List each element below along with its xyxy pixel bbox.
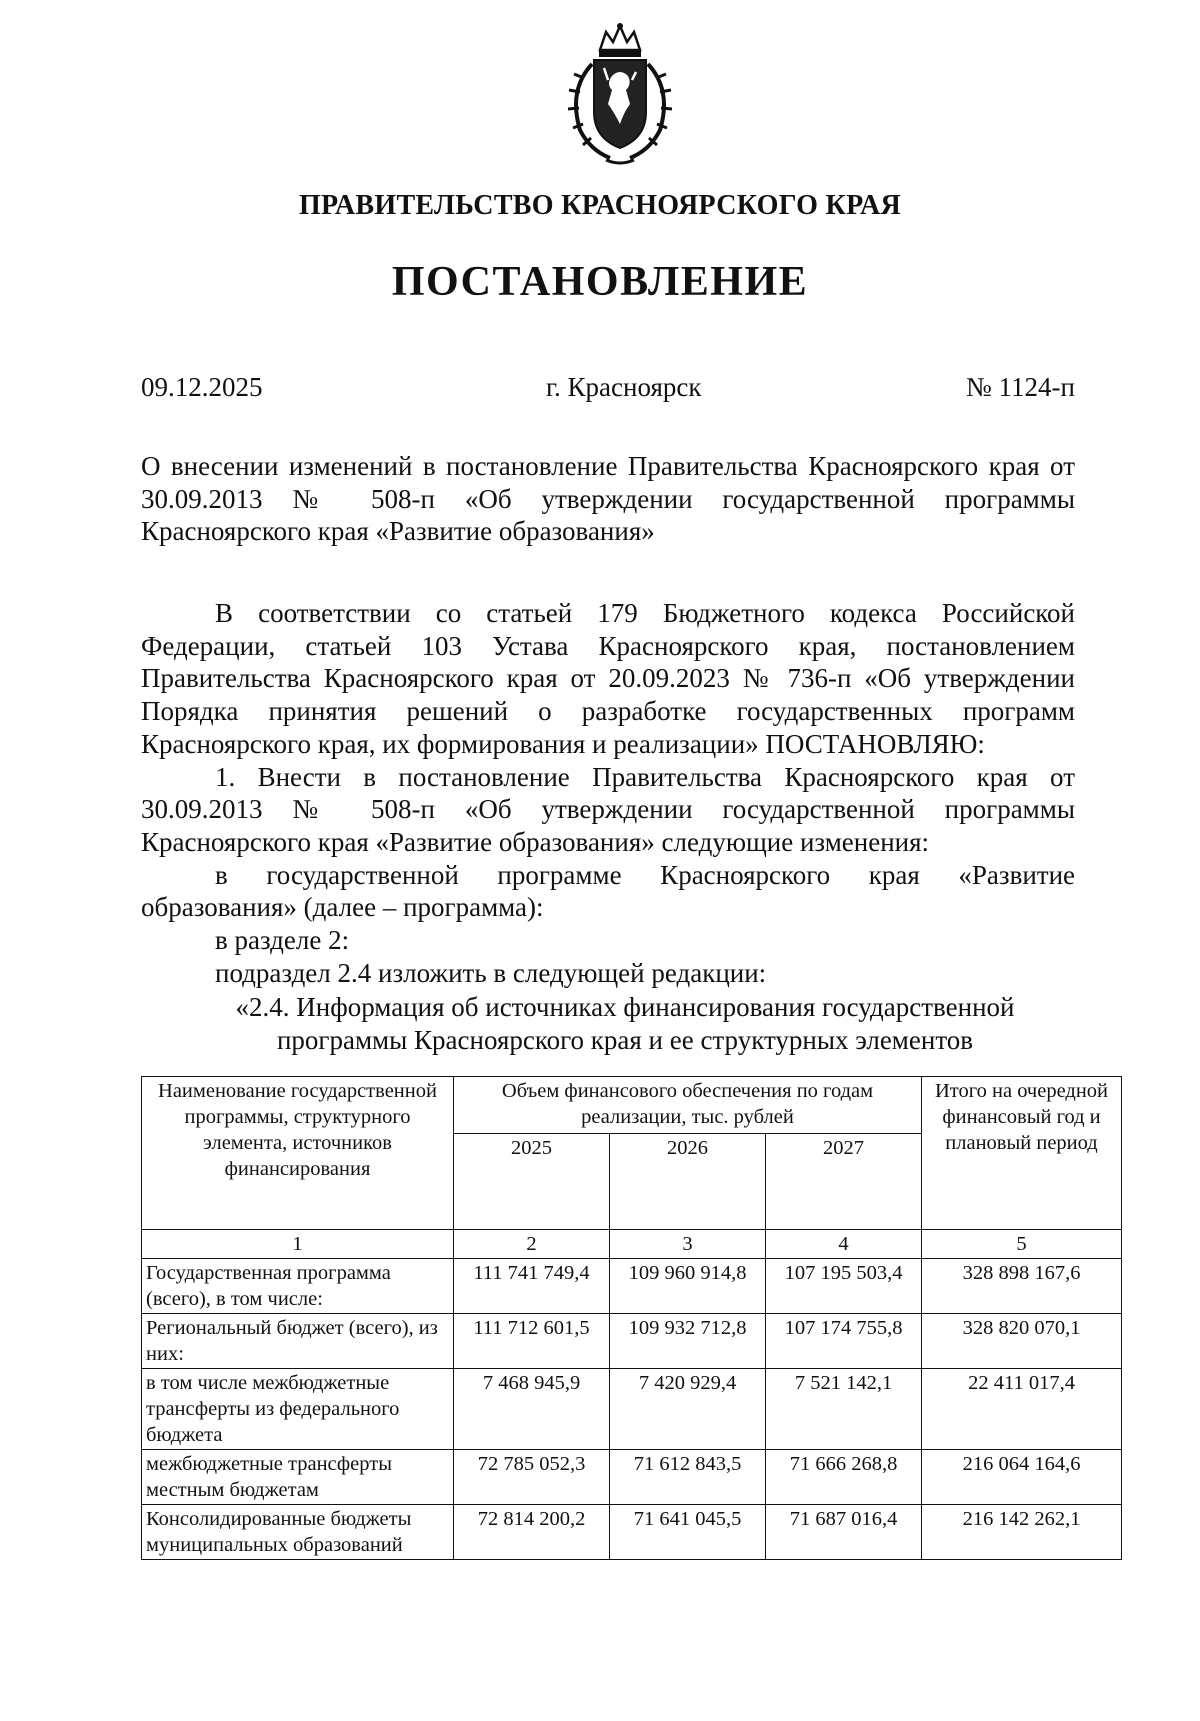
- row-value-2027: 71 687 016,4: [766, 1505, 922, 1560]
- table-row: [142, 1369, 1122, 1450]
- col-number: 4: [766, 1230, 922, 1259]
- table-row: [142, 1505, 1122, 1560]
- section-heading-line1: «2.4. Информация об источниках финансирования государственной: [235, 992, 1015, 1022]
- row-name: Государственная программа (всего), в том числе:: [142, 1259, 454, 1314]
- subsection-paragraph: подраздел 2.4 изложить в следующей редакции:: [215, 957, 767, 988]
- col-header-volume: Объем финансового обеспечения по годам реализации, тыс. рублей: [454, 1077, 922, 1134]
- row-total: 328 820 070,1: [922, 1314, 1122, 1369]
- document-subject: [141, 450, 1075, 548]
- row-name: межбюджетные трансферты местным бюджетам: [142, 1450, 454, 1505]
- row-total: 216 064 164,6: [922, 1450, 1122, 1505]
- section-heading-line2: программы Красноярского края и ее структурных элементов: [276, 1024, 974, 1055]
- row-value-2026: 71 641 045,5: [610, 1505, 766, 1560]
- document-body: [141, 597, 1075, 989]
- row-value-2027: 71 666 268,8: [766, 1450, 922, 1505]
- row-total: 22 411 017,4: [922, 1369, 1122, 1450]
- row-name: Консолидированные бюджеты муниципальных образований: [142, 1505, 454, 1560]
- row-total: 328 898 167,6: [922, 1259, 1122, 1314]
- row-value-2027: 107 195 503,4: [766, 1259, 922, 1314]
- row-value-2025: 72 785 052,3: [454, 1450, 610, 1505]
- col-number: 3: [610, 1230, 766, 1259]
- table-row: [142, 1314, 1122, 1369]
- subject-text: О внесении изменений в постановление Правительства Красноярского края от 30.09.2013 № 508-п «Об утверждении государственной программы Красноярского края «Развитие образования»: [141, 451, 1075, 547]
- document-city: г. Красноярск: [546, 372, 702, 402]
- row-value-2026: 7 420 929,4: [610, 1369, 766, 1450]
- coat-of-arms-icon: [550, 20, 690, 168]
- col-header-total: Итого на очередной финансовый год и плановый период: [922, 1077, 1122, 1230]
- row-value-2027: 107 174 755,8: [766, 1314, 922, 1369]
- section-heading: [0, 991, 1200, 1056]
- row-name: Региональный бюджет (всего), из них:: [142, 1314, 454, 1369]
- government-title: ПРАВИТЕЛЬСТВО КРАСНОЯРСКОГО КРАЯ: [298, 190, 902, 221]
- row-value-2025: 7 468 945,9: [454, 1369, 610, 1450]
- row-value-2026: 109 960 914,8: [610, 1259, 766, 1314]
- section-2-paragraph: в разделе 2:: [215, 925, 350, 956]
- row-value-2025: 72 814 200,2: [454, 1505, 610, 1560]
- row-value-2026: 109 932 712,8: [610, 1314, 766, 1369]
- item-1-paragraph: 1. Внести в постановление Правительства Красноярского края от 30.09.2013 № 508-п «Об утверждении государственной программы Красноярского края «Развитие образования» следующие изменения:: [141, 761, 1075, 857]
- table-row: [142, 1259, 1122, 1314]
- table-row: [142, 1450, 1122, 1505]
- col-header-year: 2026: [610, 1134, 766, 1230]
- row-name: в том числе межбюджетные трансферты из федерального бюджета: [142, 1369, 454, 1450]
- row-value-2025: 111 712 601,5: [454, 1314, 610, 1369]
- document-date: 09.12.2025: [141, 372, 263, 402]
- program-paragraph: в государственной программе Красноярского края «Развитие образования» (далее – программа):: [141, 859, 1075, 923]
- col-header-year: 2027: [766, 1134, 922, 1230]
- row-value-2026: 71 612 843,5: [610, 1450, 766, 1505]
- col-number: 1: [142, 1230, 454, 1259]
- col-header-year: 2025: [454, 1134, 610, 1230]
- financing-table: [141, 1076, 1122, 1560]
- col-number: 2: [454, 1230, 610, 1259]
- row-total: 216 142 262,1: [922, 1505, 1122, 1560]
- preamble-paragraph: В соответствии со статьей 179 Бюджетного кодекса Российской Федерации, статьей 103 Устава Красноярского края, постановлением Правительства Красноярского края от 20.09.2023 № 736-п «Об утверждении Порядка принятия решений о разработке государственных программ Красноярского края, их формирования и реализации» ПОСТАНОВЛЯЮ:: [141, 598, 1075, 759]
- col-header-name: Наименование государственной программы, структурного элемента, источников финансирования: [142, 1077, 454, 1230]
- row-value-2025: 111 741 749,4: [454, 1259, 610, 1314]
- document-number: № 1124-п: [966, 372, 1075, 402]
- document-type-title: ПОСТАНОВЛЕНИЕ: [391, 259, 809, 305]
- col-number: 5: [922, 1230, 1122, 1259]
- row-value-2027: 7 521 142,1: [766, 1369, 922, 1450]
